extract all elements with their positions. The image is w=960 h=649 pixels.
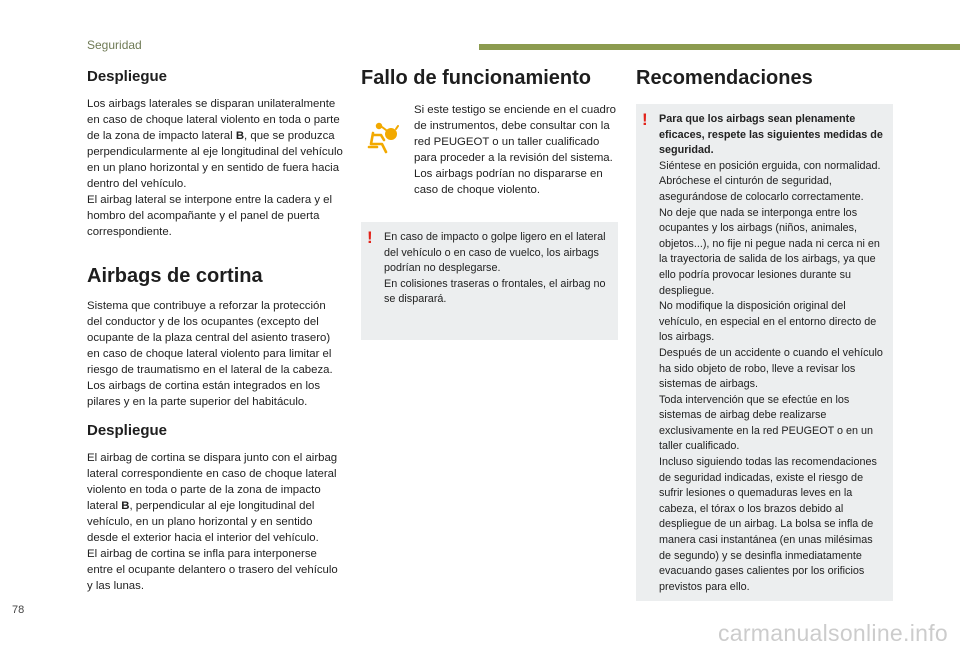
exclamation-icon: ! xyxy=(367,228,373,247)
malfunction-heading: Fallo de funcionamiento xyxy=(361,67,592,89)
recommendation-item: Toda intervención que se efectúe en los sistemas de airbag debe realizarse exclusivamente en la red PEUGEOT o en un taller cualificado. xyxy=(659,393,874,453)
middle-column xyxy=(361,60,618,340)
airbag-warning-icon xyxy=(365,120,399,154)
curtain-airbags-text-2: Los airbags de cortina están integrados en los pilares y en la parte superior del habitáculo. xyxy=(87,380,321,408)
recommendations-warning-box xyxy=(636,104,893,601)
recommendation-item: Abróchese el cinturón de seguridad, asegurándose de colocarlo correctamente. xyxy=(659,175,864,203)
recommendations-heading: Recomendaciones xyxy=(636,67,813,89)
malfunction-warning-box xyxy=(361,222,618,340)
left-column xyxy=(87,60,344,594)
right-column xyxy=(636,60,893,601)
deployment-curtain-text xyxy=(87,450,344,546)
recommendation-item: No deje que nada se interponga entre los ocupantes y los airbags (niños, animales, objetos...), no fije ni pegue nada ni cerca ni en la trayectoria de salida de los airbags, ya que ello podría provocar lesiones durante su despliegue. xyxy=(659,206,880,297)
recommendation-item: Siéntese en posición erguida, con normalidad. xyxy=(659,159,881,172)
deployment-side-text xyxy=(87,96,344,192)
header-accent-bar xyxy=(479,44,960,50)
malfunction-warning-text: En caso de impacto o golpe ligero en el lateral del vehículo o en caso de vuelco, los airbags podrían no desplegarse. xyxy=(384,231,606,275)
recommendation-item: Después de un accidente o cuando el vehículo ha sido objeto de robo, lleve a revisar los sistemas de airbags. xyxy=(659,346,883,391)
deployment-side-text-2: El airbag lateral se interpone entre la cadera y el hombro del acompañante y el panel de puerta correspondiente. xyxy=(87,194,333,238)
malfunction-text: Si este testigo se enciende en el cuadro de instrumentos, debe consultar con la red PEUGEOT o un taller cualificado para proceder a la revisión del sistema. Los airbags podrían no dispararse en caso de choque violento. xyxy=(414,104,617,196)
recommendation-item: Incluso siguiendo todas las recomendaciones de seguridad indicadas, existe el riesgo de sufrir lesiones o quemaduras leves en la cabeza, el tórax o los brazos debido al despliegue de un airbag. La bolsa se infla de manera casi instantánea (en unas milésimas de segundo) y se desinfla inmediatamente evacuando gases calientes por los orificios previstos para ello. xyxy=(659,456,877,593)
section-label: Seguridad xyxy=(87,38,142,52)
text-part: Los airbags laterales se disparan unilateralmente en caso de choque lateral violento en toda o parte de la zona de impacto lateral xyxy=(87,98,340,142)
recommendation-item: No modifique la disposición original del vehículo, en especial en el entorno directo de los airbags. xyxy=(659,300,877,344)
curtain-airbags-heading: Airbags de cortina xyxy=(87,265,263,287)
deployment-curtain-text-2: El airbag de cortina se infla para interponerse entre el ocupante delantero o trasero del vehículo y las lunas. xyxy=(87,548,338,592)
zone-letter: B xyxy=(121,500,130,512)
malfunction-warning-text-2: En colisiones traseras o frontales, el airbag no se disparará. xyxy=(384,277,606,306)
recommendations-intro: Para que los airbags sean plenamente eficaces, respete las siguientes medidas de seguridad. xyxy=(659,113,883,157)
text-part: , perpendicular al eje longitudinal del vehículo, en un plano horizontal y en sentido desde el exterior hacia el interior del vehículo. xyxy=(87,500,319,544)
page-number: 78 xyxy=(12,604,25,616)
deployment-side-heading: Despliegue xyxy=(87,68,168,85)
zone-letter: B xyxy=(235,130,245,142)
watermark: carmanualsonline.info xyxy=(717,620,948,646)
curtain-airbags-text: Sistema que contribuye a reforzar la protección del conductor y de los ocupantes (excepto del ocupante de la plaza central del asiento trasero) en caso de choque lateral violento para limitar el riesgo de traumatismo en el lateral de la cabeza. xyxy=(87,300,333,376)
deployment-curtain-heading: Despliegue xyxy=(87,422,168,439)
text-part: , que se produzca perpendicularmente al eje longitudinal del vehículo en un plano horizontal y en sentido de fuera hacia dentro del vehículo. xyxy=(87,130,343,190)
exclamation-icon: ! xyxy=(642,110,648,129)
text-part: El airbag de cortina se dispara junto con el airbag lateral correspondiente en caso de choque lateral violento en toda o parte de la zona de impacto lateral xyxy=(87,452,338,512)
